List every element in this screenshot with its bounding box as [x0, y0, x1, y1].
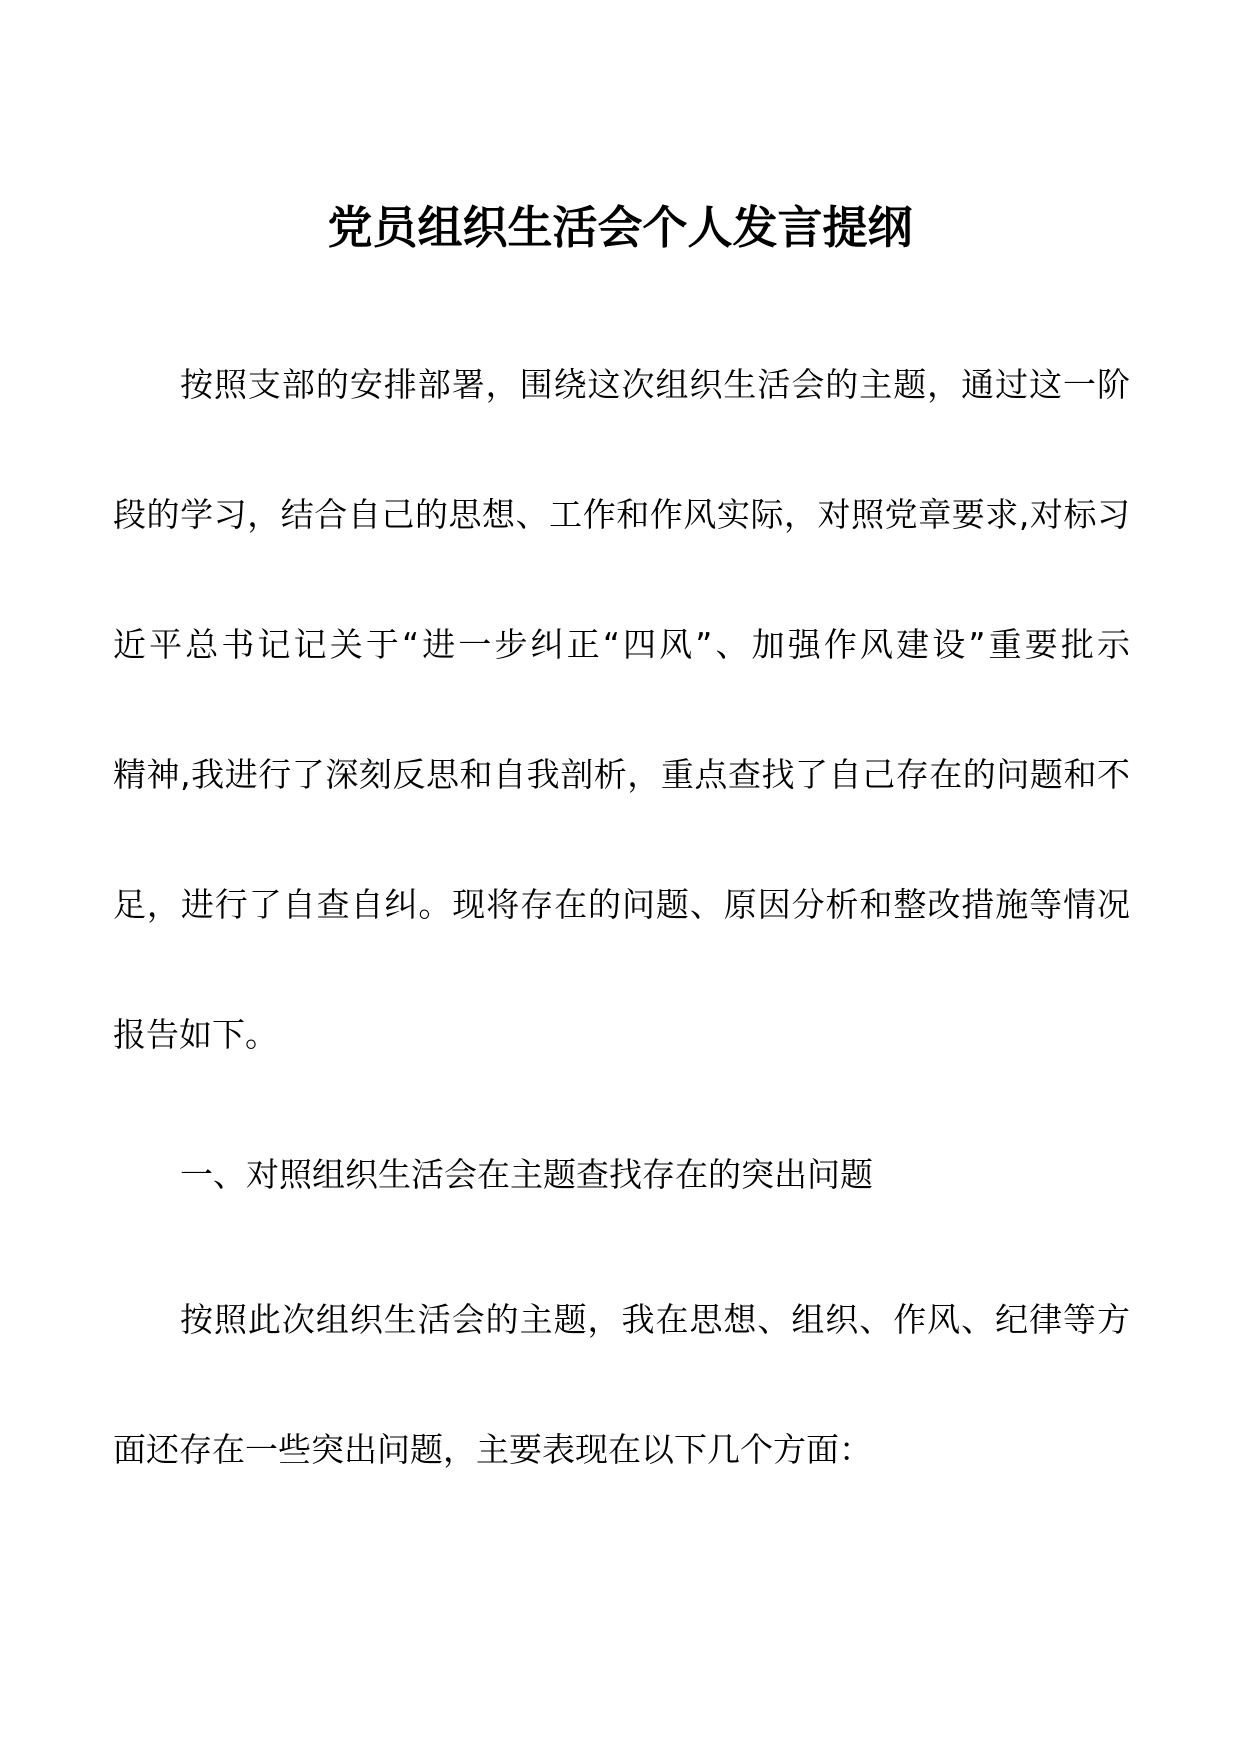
paragraph-line: 近平总书记记关于“进一步纠正“四风”、加强作风建设”重要批示: [113, 625, 1130, 664]
paragraph-line: 精神,我进行了深刻反思和自我剖析，重点查找了自己存在的问题和不: [113, 755, 1130, 794]
document-title: 党员组织生活会个人发言提纲: [327, 201, 913, 254]
paragraph-line: 足，进行了自查自纠。现将存在的问题、原因分析和整改措施等情况: [113, 885, 1130, 924]
paragraph-section1: [113, 1255, 1130, 1515]
paragraph-line: 面还存在一些突出问题，主要表现在以下几个方面：: [113, 1430, 872, 1469]
paragraph-line: 按照此次组织生活会的主题，我在思想、组织、作风、纪律等方: [180, 1300, 1130, 1339]
paragraph-line: 段的学习，结合自己的思想、工作和作风实际，对照党章要求,对标习: [113, 495, 1130, 534]
section-heading: [113, 1110, 1130, 1240]
paragraph-line: 报告如下。: [113, 1015, 278, 1054]
section-heading-text: 一、对照组织生活会在主题查找存在的突出问题: [180, 1155, 873, 1194]
paragraph-intro: [113, 320, 1130, 1100]
paragraph-line: 按照支部的安排部署，围绕这次组织生活会的主题，通过这一阶: [180, 365, 1130, 404]
